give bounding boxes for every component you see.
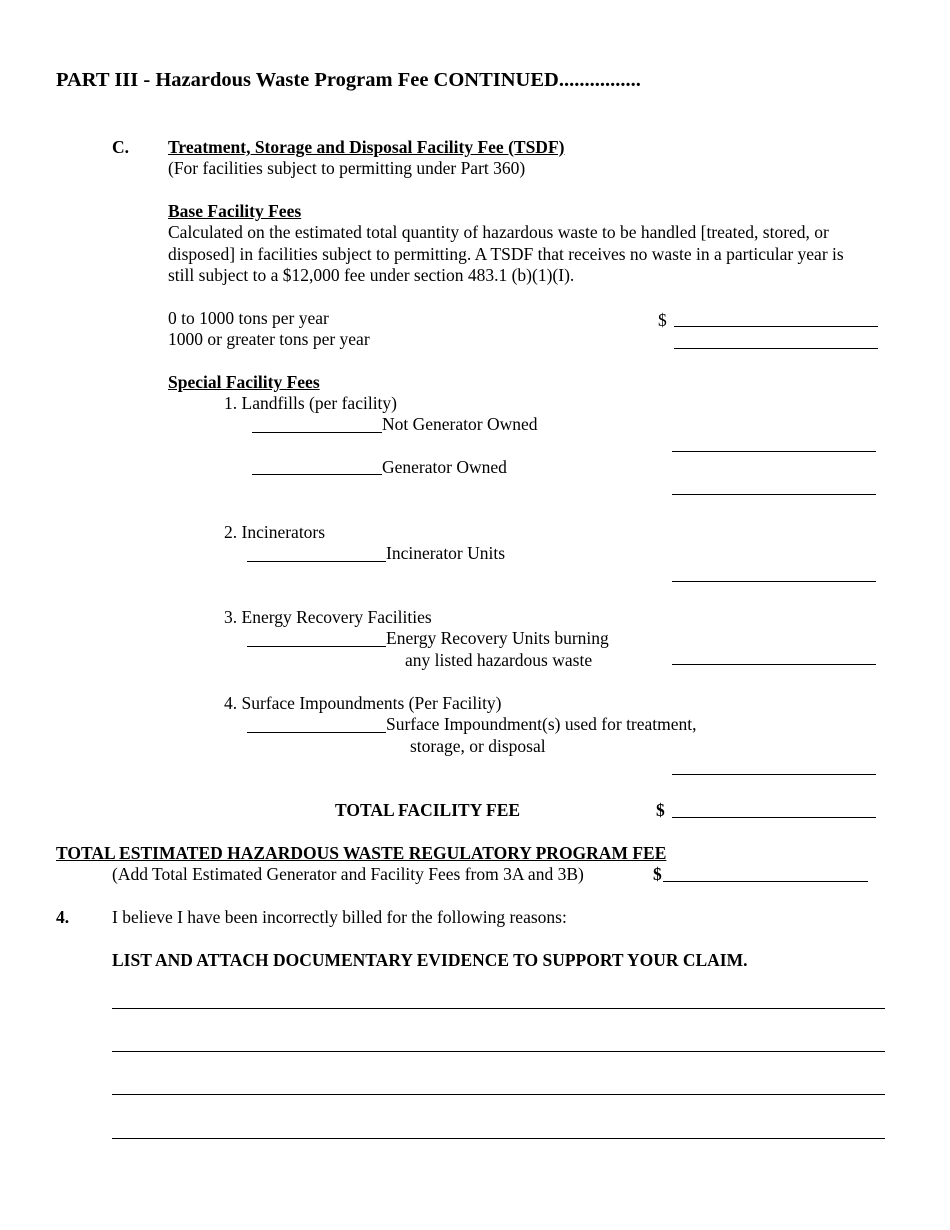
landfill-not-owned-count-line[interactable] xyxy=(252,432,382,433)
total-facility-fee-line[interactable] xyxy=(672,817,876,818)
landfill-owned-count-line[interactable] xyxy=(252,474,382,475)
item-label: 1. Landfills (per facility) xyxy=(224,393,397,413)
reason-line[interactable] xyxy=(112,1094,885,1095)
item-sub-label: Incinerator Units xyxy=(386,543,506,563)
reason-line[interactable] xyxy=(112,1051,885,1052)
grand-total-fee-line[interactable] xyxy=(663,881,868,882)
item-sub-label: Surface Impoundment(s) used for treatment, xyxy=(386,714,697,734)
base-row-label: 0 to 1000 tons per year xyxy=(168,308,329,328)
item-sub-label: Energy Recovery Units burning xyxy=(386,628,609,648)
section-letter: C. xyxy=(112,137,130,157)
section-subtitle: (For facilities subject to permitting under Part 360) xyxy=(168,158,526,178)
item-sub-label: storage, or disposal xyxy=(410,736,546,756)
dollar-sign: $ xyxy=(656,800,665,820)
base-row2-fee-line[interactable] xyxy=(674,348,878,349)
base-paragraph-line: Calculated on the estimated total quantity of hazardous waste to be handled [treated, stored, or xyxy=(168,222,829,242)
item-sub-label: any listed hazardous waste xyxy=(405,650,593,670)
base-row1-fee-line[interactable] xyxy=(674,326,878,327)
surface-impoundment-count-line[interactable] xyxy=(247,732,386,733)
section-title: Treatment, Storage and Disposal Facility Fee (TSDF) xyxy=(168,137,565,157)
special-heading: Special Facility Fees xyxy=(168,372,320,392)
reason-line[interactable] xyxy=(112,1008,885,1009)
total-facility-fee-label: TOTAL FACILITY FEE xyxy=(335,800,521,820)
item-label: 3. Energy Recovery Facilities xyxy=(224,607,432,627)
energy-recovery-fee-line[interactable] xyxy=(672,664,876,665)
section4-text: I believe I have been incorrectly billed for the following reasons: xyxy=(112,907,567,927)
base-row-label: 1000 or greater tons per year xyxy=(168,329,370,349)
section-number: 4. xyxy=(56,907,70,927)
landfill-owned-fee-line[interactable] xyxy=(672,494,876,495)
energy-recovery-count-line[interactable] xyxy=(247,646,386,647)
grand-total-title: TOTAL ESTIMATED HAZARDOUS WASTE REGULATORY PROGRAM FEE xyxy=(56,843,667,863)
section4-instruction: LIST AND ATTACH DOCUMENTARY EVIDENCE TO SUPPORT YOUR CLAIM. xyxy=(112,950,748,970)
base-paragraph-line: still subject to a $12,000 fee under section 483.1 (b)(1)(I). xyxy=(168,265,575,285)
dollar-sign: $ xyxy=(653,864,662,884)
surface-impoundment-fee-line[interactable] xyxy=(672,774,876,775)
page-title: PART III - Hazardous Waste Program Fee CONTINUED................ xyxy=(56,69,641,91)
incinerator-fee-line[interactable] xyxy=(672,581,876,582)
base-paragraph-line: disposed] in facilities subject to permitting. A TSDF that receives no waste in a particular year is xyxy=(168,244,844,264)
base-heading: Base Facility Fees xyxy=(168,201,302,221)
item-sub-label: Not Generator Owned xyxy=(382,414,538,434)
reason-line[interactable] xyxy=(112,1138,885,1139)
landfill-not-owned-fee-line[interactable] xyxy=(672,451,876,452)
item-label: 2. Incinerators xyxy=(224,522,326,542)
item-label: 4. Surface Impoundments (Per Facility) xyxy=(224,693,502,713)
dollar-sign: $ xyxy=(658,310,667,330)
item-sub-label: Generator Owned xyxy=(382,457,507,477)
incinerator-count-line[interactable] xyxy=(247,561,386,562)
grand-total-subtitle: (Add Total Estimated Generator and Facility Fees from 3A and 3B) xyxy=(112,864,584,884)
